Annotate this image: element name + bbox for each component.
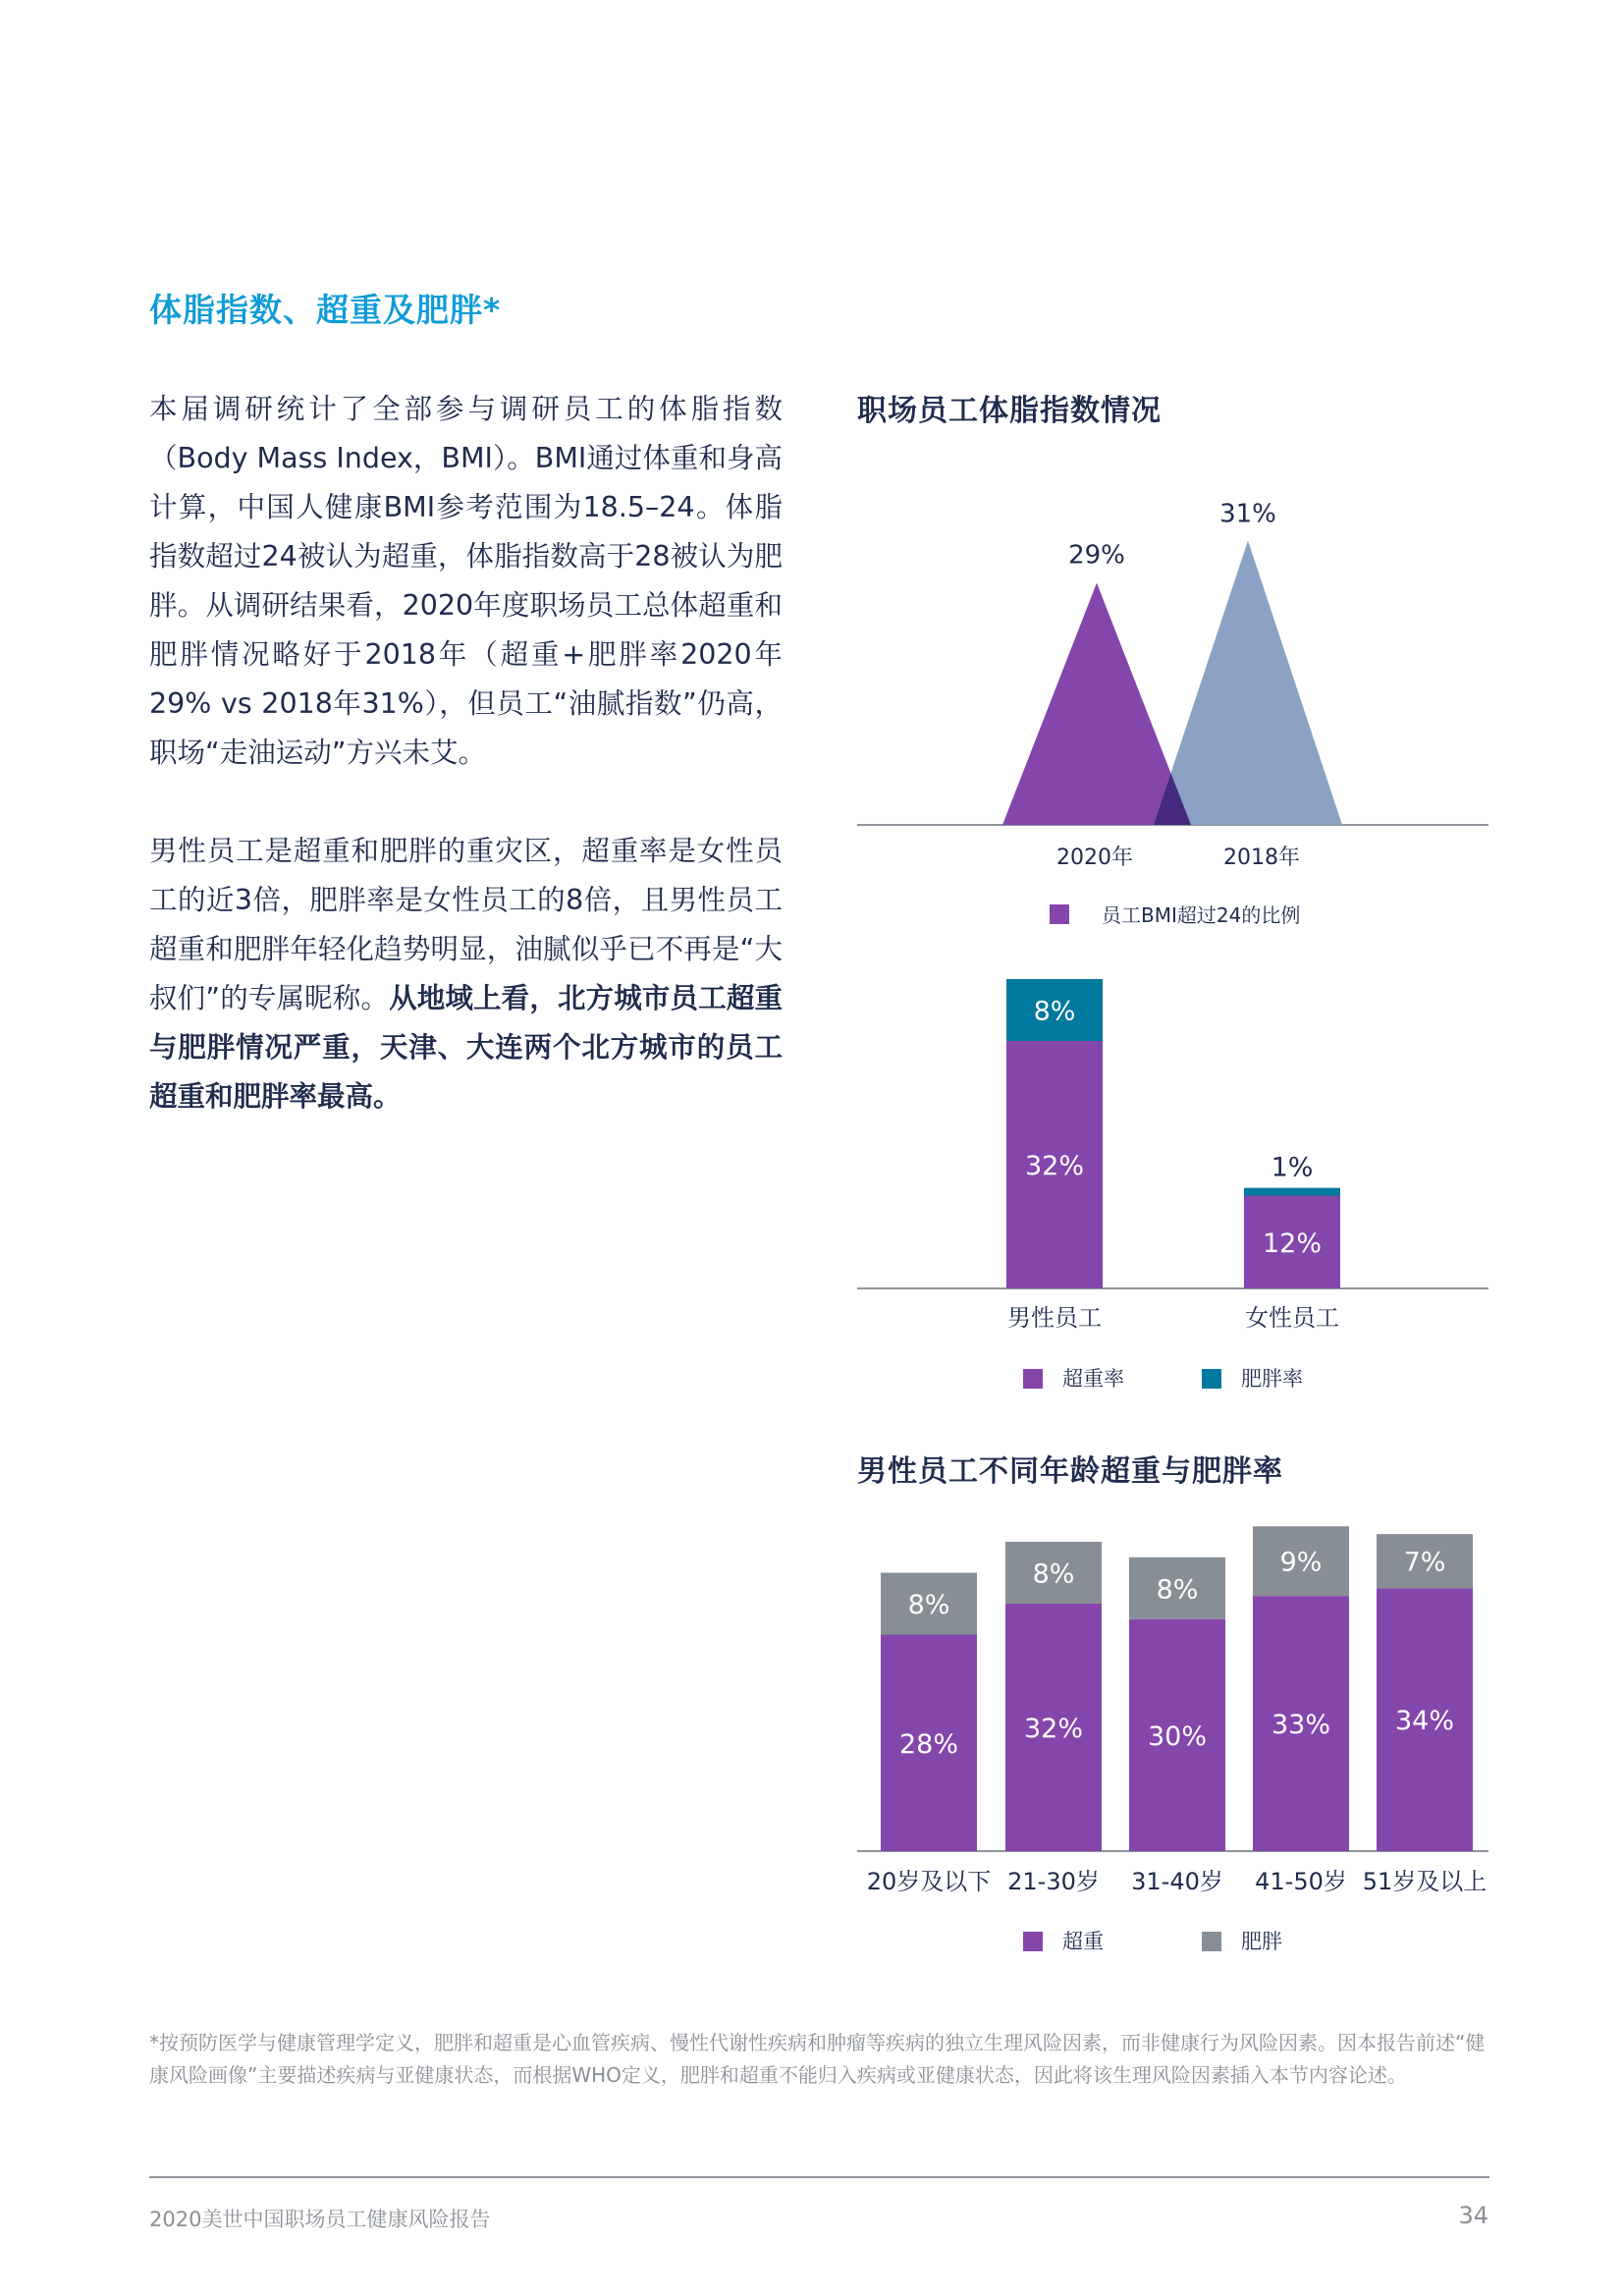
age-value-label: 8% bbox=[1156, 1574, 1199, 1606]
age-legend-swatch bbox=[1023, 1932, 1043, 1951]
gender-value-label: 1% bbox=[1271, 1152, 1314, 1183]
gender-legend-swatch bbox=[1202, 1369, 1221, 1389]
gender-legend-swatch bbox=[1023, 1369, 1043, 1389]
age-legend-swatch bbox=[1202, 1932, 1221, 1951]
gender-value-label: 32% bbox=[1024, 1151, 1085, 1181]
footer-title: 2020美世中国职场员工健康风险报告 bbox=[149, 2208, 491, 2231]
chart-title-bmi: 职场员工体脂指数情况 bbox=[857, 394, 1162, 428]
gender-x-label: 女性员工 bbox=[1245, 1304, 1339, 1332]
footer-divider bbox=[149, 2176, 1489, 2178]
age-x-label: 41-50岁 bbox=[1255, 1868, 1347, 1895]
section-heading: 体脂指数、超重及肥胖* bbox=[149, 291, 502, 329]
age-x-label: 20岁及以下 bbox=[866, 1868, 992, 1895]
legend-label-bmi: 员工BMI超过24的比例 bbox=[1102, 903, 1301, 927]
body-paragraph-1: 本届调研统计了全部参与调研员工的体脂指数（Body Mass Index，BMI）。BMI通过体重和身高计算，中国人健康BMI参考范围为18.5–24。体脂指数超过24被认为超重，体脂指数高于28被认为肥胖。从调研结果看，2020年度职场员工总体超重和肥胖情况略好于2018年（超重+肥胖率2020年29% vs 2018年31%），但员工“油腻指数”仍高，职场“走油运动”方兴未艾。 bbox=[149, 393, 783, 769]
chart-title-age: 男性员工不同年龄超重与肥胖率 bbox=[857, 1454, 1283, 1489]
gender-bar-肥胖率 bbox=[1244, 1188, 1340, 1196]
age-x-label: 21-30岁 bbox=[1007, 1868, 1100, 1895]
footnote: *按预防医学与健康管理学定义，肥胖和超重是心血管疾病、慢性代谢性疾病和肿瘤等疾病的独立生理风险因素，而非健康行为风险因素。因本报告前述“健康风险画像”主要描述疾病与亚健康状态，而根据WHO定义，肥胖和超重不能归入疾病或亚健康状态，因此将该生理风险因素插入本节内容论述。 bbox=[149, 2031, 1486, 2087]
gender-value-label: 8% bbox=[1033, 996, 1076, 1027]
gender-value-label: 12% bbox=[1262, 1228, 1323, 1259]
age-legend-label: 超重 bbox=[1062, 1930, 1104, 1953]
x-label-2018: 2018年 bbox=[1223, 846, 1300, 870]
paragraph-bold-text: 从地域上看，北方城市员工超重与肥胖情况严重，天津、大连两个北方城市的员工超重和肥胖率最高。 bbox=[149, 982, 783, 1113]
gender-legend-label: 超重率 bbox=[1062, 1367, 1124, 1391]
age-legend-label: 肥胖 bbox=[1241, 1930, 1282, 1953]
value-label-2018: 31% bbox=[1219, 499, 1276, 529]
gender-x-label: 男性员工 bbox=[1007, 1304, 1102, 1332]
age-x-label: 51岁及以上 bbox=[1362, 1868, 1488, 1895]
triangle-2020 bbox=[1002, 583, 1191, 826]
age-value-label: 7% bbox=[1403, 1547, 1446, 1578]
age-x-label: 31-40岁 bbox=[1131, 1868, 1223, 1895]
legend-swatch-bmi bbox=[1050, 904, 1069, 924]
age-value-label: 30% bbox=[1147, 1721, 1208, 1752]
triangle-2018 bbox=[1154, 541, 1342, 826]
gender-legend-label: 肥胖率 bbox=[1241, 1367, 1303, 1391]
age-value-label: 8% bbox=[1032, 1558, 1075, 1590]
age-value-label: 28% bbox=[898, 1728, 959, 1760]
page-number: 34 bbox=[1458, 2202, 1488, 2229]
age-value-label: 33% bbox=[1271, 1710, 1331, 1741]
age-value-label: 34% bbox=[1394, 1706, 1455, 1737]
paragraph-text: 男性员工是超重和肥胖的重灾区，超重率是女性员工的近3倍，肥胖率是女性员工的8倍，且男性员工超重和肥胖年轻化趋势明显，油腻似乎已不再是“大叔们”的专属昵称。 bbox=[149, 835, 783, 1014]
age-value-label: 9% bbox=[1279, 1547, 1323, 1578]
age-value-label: 32% bbox=[1023, 1714, 1084, 1744]
x-label-2020: 2020年 bbox=[1056, 846, 1133, 870]
value-label-2020: 29% bbox=[1068, 540, 1125, 571]
age-value-label: 8% bbox=[907, 1590, 950, 1620]
